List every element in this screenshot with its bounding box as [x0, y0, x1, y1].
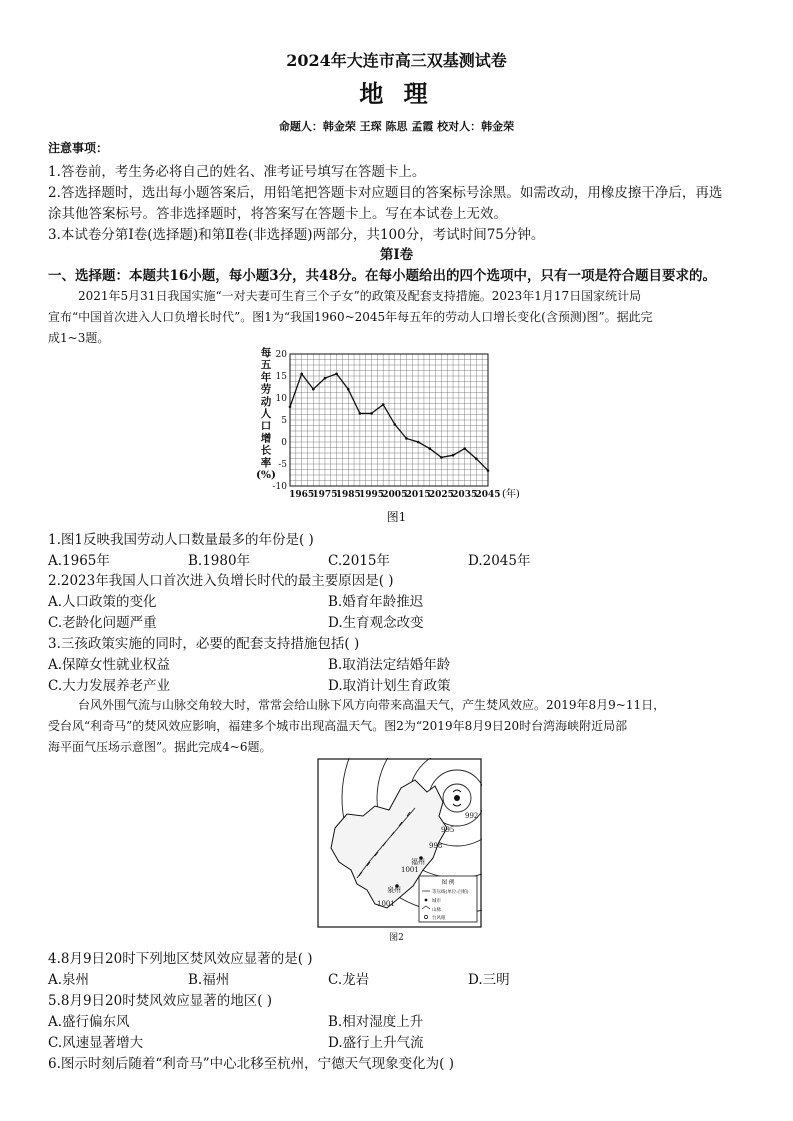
- question-stem: 1.图1反映我国劳动人口数量最多的年份是( ): [48, 532, 314, 548]
- data-point: [487, 469, 490, 472]
- option: A.泉州: [48, 972, 90, 988]
- y-tick-label: -10: [272, 482, 287, 492]
- pressure-field-map: [317, 758, 482, 928]
- y-tick-label: 15: [275, 372, 287, 382]
- data-point: [335, 373, 338, 376]
- section-instruction: 一、选择题：本题共16小题，每小题3分，共48分。在每小题给出的四个选项中，只有一项是符合题目要求的。: [48, 268, 716, 284]
- notice-item: 2.答选择题时，选出每小题答案后，用铅笔把答题卡对应题目的答案标号涂黑。如需改动，用橡皮擦干净后，再选: [48, 185, 723, 201]
- question-stem: 4.8月9日20时下列地区焚风效应显著的是( ): [48, 951, 313, 967]
- question-stem: 3.三孩政策实施的同时，必要的配套支持措施包括( ): [48, 636, 360, 652]
- data-point: [382, 403, 385, 406]
- data-point: [347, 388, 350, 391]
- question-stem: 5.8月9日20时焚风效应显著的地区( ): [48, 993, 273, 1009]
- data-point: [428, 447, 431, 450]
- option: C.2015年: [328, 553, 390, 569]
- data-point: [359, 412, 362, 415]
- data-point: [452, 454, 455, 457]
- svg-text:山脉: 山脉: [432, 908, 441, 913]
- passage-line: 2021年5月31日我国实施“一对夫妻可生育三个子女”的政策及配套支持措施。2023年1月17日国家统计局: [78, 289, 642, 303]
- option: B.1980年: [188, 553, 251, 569]
- option: D.盛行上升气流: [328, 1035, 424, 1051]
- x-tick-label: 1965: [289, 490, 315, 500]
- y-tick-label: -5: [278, 460, 287, 470]
- x-tick-label: 2015: [405, 490, 431, 500]
- y-axis-label-char: 动: [260, 395, 272, 408]
- svg-text:图 例: 图 例: [441, 880, 455, 886]
- svg-text:992: 992: [465, 812, 479, 820]
- exam-authors: 命题人：韩金荣 王琛 陈思 孟霞 校对人：韩金荣: [278, 120, 515, 133]
- svg-text:泉州: 泉州: [387, 886, 401, 894]
- svg-text:998: 998: [429, 842, 443, 850]
- option: D.取消计划生育政策: [328, 678, 451, 694]
- data-point: [405, 437, 408, 440]
- option: B.取消法定结婚年龄: [328, 657, 451, 673]
- data-point: [394, 423, 397, 426]
- y-axis-label-char: 增: [260, 432, 272, 445]
- y-axis-label-char: 每: [260, 347, 272, 359]
- chart-x-unit: (年): [502, 489, 520, 500]
- svg-text:995: 995: [441, 826, 455, 834]
- option: B.婚育年龄推迟: [328, 594, 424, 610]
- option: D.三明: [468, 972, 510, 988]
- data-point: [463, 447, 466, 450]
- chart-y-axis-label: [256, 346, 276, 481]
- data-point: [417, 441, 420, 444]
- svg-text:福州: 福州: [411, 858, 425, 866]
- map-legend: [419, 876, 477, 922]
- passage-line: 受台风“利奇马”的焚风效应影响，福建多个城市出现高温天气。图2为“2019年8月9日20时台湾海峡附近局部: [48, 719, 628, 733]
- y-tick-label: 10: [275, 394, 287, 404]
- x-tick-label: 2005: [382, 490, 408, 500]
- chart-x-ticks: [289, 490, 500, 500]
- svg-text:1001: 1001: [401, 866, 419, 874]
- y-tick-label: 5: [281, 416, 287, 426]
- x-tick-label: 1985: [335, 490, 361, 500]
- chart-grid: [290, 354, 488, 486]
- notice-heading: 注意事项：: [48, 141, 109, 155]
- data-point: [324, 377, 327, 380]
- data-point: [370, 412, 373, 415]
- data-point: [312, 388, 315, 391]
- svg-text:等压线(单位:百帕): 等压线(单位:百帕): [432, 890, 469, 895]
- y-axis-label-char: (%): [256, 469, 276, 481]
- data-point: [440, 456, 443, 459]
- option: C.老龄化问题严重: [48, 615, 157, 631]
- question-stem: 2.2023年我国人口首次进入负增长时代的最主要原因是( ): [48, 573, 394, 589]
- exam-title: 2024年大连市高三双基测试卷: [286, 51, 507, 70]
- labor-growth-chart: [250, 344, 550, 504]
- svg-text:城市: 城市: [432, 899, 441, 904]
- notice-item: 3.本试卷分第Ⅰ卷(选择题)和第Ⅱ卷(非选择题)两部分，共100分，考试时间75分钟。: [48, 227, 545, 243]
- notice-item: 涂其他答案标号。答非选择题时，将答案写在答题卡上。写在本试卷上无效。: [48, 206, 507, 222]
- y-axis-label-char: 年: [260, 371, 272, 384]
- x-tick-label: 1975: [312, 490, 338, 500]
- section-title: 第Ⅰ卷: [379, 247, 414, 263]
- x-tick-label: 2035: [452, 490, 478, 500]
- option: A.盛行偏东风: [48, 1014, 130, 1030]
- x-tick-label: 2045: [475, 490, 501, 500]
- passage-line: 海平面气压场示意图”。据此完成4~6题。: [48, 740, 272, 754]
- figure2-caption: 图2: [389, 933, 404, 943]
- option: B.相对湿度上升: [328, 1014, 424, 1030]
- option: A.人口政策的变化: [48, 594, 157, 610]
- passage-line: 成1~3题。: [48, 331, 110, 345]
- y-axis-label-char: 率: [260, 456, 272, 469]
- option: C.龙岩: [328, 972, 370, 988]
- question-stem: 6.图示时刻后随着“利奇马”中心北移至杭州，宁德天气现象变化为( ): [48, 1056, 455, 1072]
- option: D.生育观念改变: [328, 615, 424, 631]
- svg-text:1001: 1001: [377, 900, 395, 908]
- exam-subject: 地 理: [359, 79, 434, 108]
- y-axis-label-char: 人: [260, 408, 272, 420]
- passage-line: 台风外围气流与山脉交角较大时，常常会给山脉下风方向带来高温天气，产生焚风效应。2019年8月9~11日，: [78, 698, 666, 712]
- figure1-caption: 图1: [386, 510, 407, 524]
- y-axis-label-char: 长: [260, 444, 272, 457]
- data-point: [300, 373, 303, 376]
- passage-line: 宣布“中国首次进入人口负增长时代”。图1为“我国1960~2045年每五年的劳动人口增长变化(含预测)图”。据此完: [48, 310, 653, 324]
- y-axis-label-char: 劳: [260, 383, 272, 396]
- x-tick-label: 1995: [358, 490, 385, 500]
- y-axis-label-char: 口: [260, 420, 272, 433]
- data-point: [289, 406, 292, 409]
- y-tick-label: 20: [275, 350, 287, 360]
- svg-text:台风眼: 台风眼: [432, 916, 446, 921]
- option: A.1965年: [48, 553, 110, 569]
- option: C.大力发展养老产业: [48, 678, 171, 694]
- option: A.保障女性就业权益: [48, 657, 171, 673]
- y-axis-label-char: 五: [260, 359, 272, 372]
- notice-item: 1.答卷前，考生务必将自己的姓名、准考证号填写在答题卡上。: [48, 164, 426, 180]
- y-tick-label: 0: [281, 438, 287, 448]
- x-tick-label: 2025: [428, 490, 454, 500]
- data-point: [475, 457, 478, 460]
- option: B.福州: [188, 972, 230, 988]
- option: C.风速显著增大: [48, 1035, 144, 1051]
- option: D.2045年: [468, 553, 531, 569]
